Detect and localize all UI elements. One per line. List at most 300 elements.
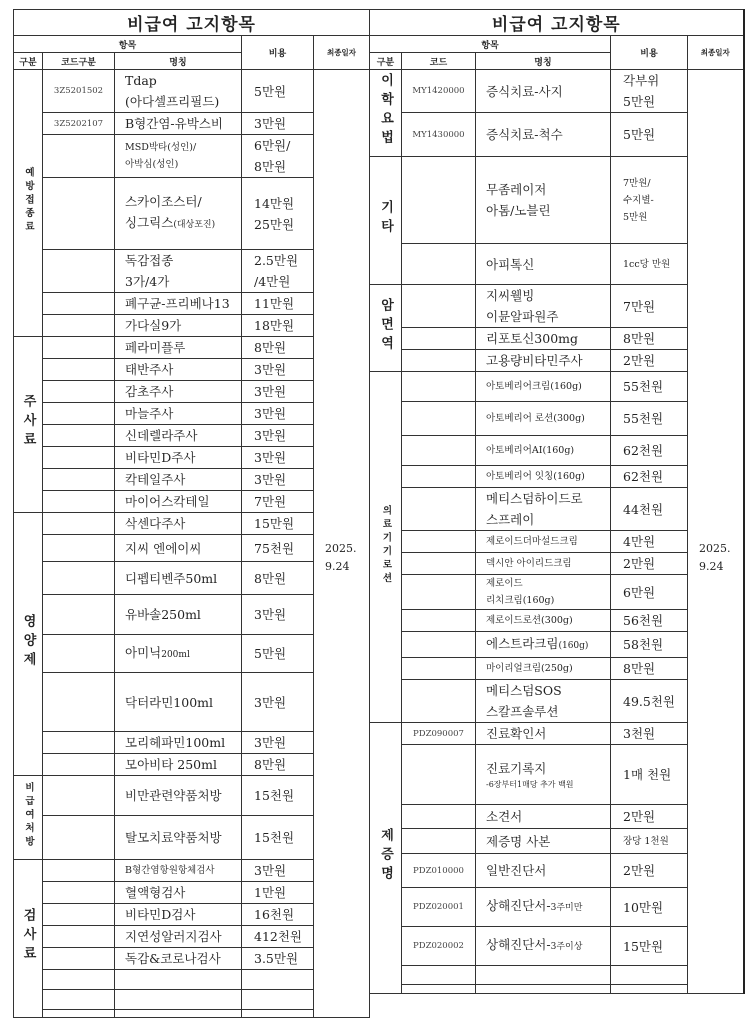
item-name-cell — [115, 673, 242, 732]
group-label-cell — [14, 860, 43, 1018]
item-cost: 10만원 — [611, 888, 688, 927]
item-name: 탈모치료약품처방 — [125, 830, 222, 845]
item-name: 제로이드더마설드크림 — [486, 536, 578, 547]
item-name: 칵테일주사 — [125, 472, 186, 487]
item-name-cell — [476, 157, 611, 244]
table-row — [370, 70, 744, 113]
item-code — [43, 535, 115, 562]
item-code — [402, 466, 476, 488]
right-fee-table — [369, 9, 745, 994]
item-name-cell — [476, 466, 611, 488]
item-name: 상해진단서- — [486, 898, 551, 913]
table-title: 비급여 고지항목 — [14, 10, 370, 36]
item-code — [43, 816, 115, 860]
item-code — [43, 491, 115, 513]
item-name-cell — [115, 1010, 242, 1018]
item-code — [402, 805, 476, 829]
item-cost: 3만원 — [242, 403, 314, 425]
header-date: 최종일자 — [314, 36, 370, 70]
item-name-cell — [115, 135, 242, 178]
table-row — [370, 927, 744, 966]
item-code — [402, 244, 476, 285]
item-code — [402, 553, 476, 575]
item-code — [43, 860, 115, 882]
header-name: 명칭 — [476, 53, 611, 70]
item-code — [402, 985, 476, 994]
item-code — [43, 948, 115, 970]
item-name: 모리헤파민100ml — [125, 735, 226, 750]
item-name-cell — [115, 469, 242, 491]
item-cost: 3만원 — [242, 447, 314, 469]
item-cost: 2만원 — [611, 805, 688, 829]
item-name-cell — [476, 285, 611, 328]
item-cost: 3만원 — [242, 113, 314, 135]
item-name-note: (160g) — [558, 640, 589, 651]
item-cost: 6만원/ 8만원 — [242, 135, 314, 178]
item-code — [402, 328, 476, 350]
item-cost — [242, 1010, 314, 1018]
item-name: 아미닉 — [125, 644, 162, 660]
item-name-cell — [476, 113, 611, 157]
item-cost: 412천원 — [242, 926, 314, 948]
item-name: 혈액형검사 — [125, 885, 186, 900]
item-name: 상해진단서- — [486, 937, 551, 952]
item-name-cell — [115, 904, 242, 926]
header-item: 항목 — [14, 36, 242, 53]
item-code — [43, 970, 115, 990]
item-code: PDZ090007 — [402, 723, 476, 745]
item-cost: 3만원 — [242, 860, 314, 882]
item-name: 독감접종 3가/4가 — [125, 253, 174, 289]
item-name: 모아비타 250ml — [125, 757, 217, 772]
item-cost: 3천원 — [611, 723, 688, 745]
item-code — [402, 658, 476, 680]
item-code — [402, 829, 476, 854]
table-title: 비급여 고지항목 — [370, 10, 744, 36]
item-name-cell — [115, 425, 242, 447]
item-cost: 8만원 — [242, 562, 314, 595]
item-cost: 3만원 — [242, 732, 314, 754]
item-name: 리포토신300mg — [486, 331, 579, 346]
header-group: 구분 — [370, 53, 402, 70]
item-name-cell — [476, 854, 611, 888]
item-name: 독감&코로나검사 — [125, 951, 221, 966]
item-name: 증식치료-척수 — [486, 127, 563, 142]
item-cost: 3만원 — [242, 595, 314, 635]
table-row — [370, 985, 744, 994]
item-cost: 15천원 — [242, 776, 314, 816]
item-name-cell — [115, 535, 242, 562]
item-name: 무좀레이저 아톰/노블린 — [486, 182, 551, 218]
item-code — [43, 403, 115, 425]
item-code — [43, 595, 115, 635]
header-cost: 비용 — [611, 36, 688, 70]
table-row — [370, 436, 744, 466]
item-name-cell — [476, 829, 611, 854]
item-name-cell — [115, 250, 242, 293]
item-code — [43, 469, 115, 491]
item-name-cell — [476, 745, 611, 805]
item-cost: 49.5천원 — [611, 680, 688, 723]
group-label-cell — [14, 337, 43, 513]
item-name: 신데렐라주사 — [125, 428, 198, 443]
item-code — [43, 135, 115, 178]
table-row — [370, 372, 744, 402]
table-row — [370, 610, 744, 632]
item-name-cell — [115, 359, 242, 381]
group-label-cell — [370, 157, 402, 285]
item-code: PDZ020001 — [402, 888, 476, 927]
item-name-cell — [115, 491, 242, 513]
item-name: 진료기록지 — [486, 761, 547, 776]
table-row — [370, 402, 744, 436]
item-code — [43, 754, 115, 776]
item-code — [402, 488, 476, 531]
item-cost: 5만원 — [242, 70, 314, 113]
item-name-cell — [115, 315, 242, 337]
last-updated-cell — [688, 70, 744, 994]
item-cost: 6만원 — [611, 575, 688, 610]
item-cost — [242, 970, 314, 990]
item-name-cell — [115, 882, 242, 904]
item-code — [402, 680, 476, 723]
item-cost: 15만원 — [242, 513, 314, 535]
group-label-cell — [14, 776, 43, 860]
table-row — [370, 805, 744, 829]
item-name: 아토베리어AI(160g) — [486, 445, 575, 456]
group-label: 영양제 — [20, 613, 36, 671]
item-name-cell — [476, 658, 611, 680]
item-cost: 3만원 — [242, 381, 314, 403]
table-row — [370, 966, 744, 985]
item-code — [43, 926, 115, 948]
item-name-cell — [115, 113, 242, 135]
item-cost — [611, 985, 688, 994]
item-name: 제로이드로션(300g) — [486, 615, 573, 626]
item-name-cell — [476, 531, 611, 553]
item-cost: 75천원 — [242, 535, 314, 562]
item-code — [43, 381, 115, 403]
item-code — [402, 966, 476, 985]
table-row — [370, 531, 744, 553]
item-code — [402, 402, 476, 436]
item-code — [43, 337, 115, 359]
item-name: 페라미플루 — [125, 340, 186, 355]
item-name-cell — [115, 403, 242, 425]
item-cost: 7만원/ 수지별- 5만원 — [611, 157, 688, 244]
item-code — [402, 575, 476, 610]
item-name: 감초주사 — [125, 384, 174, 399]
last-updated-date: 2025. 9.24 — [325, 542, 357, 573]
item-cost: 8만원 — [242, 337, 314, 359]
group-label-cell — [370, 285, 402, 372]
group-label: 이학요법 — [378, 73, 393, 149]
title-row — [370, 10, 744, 36]
item-name: 아토베리어 잇칭(160g) — [486, 471, 585, 482]
item-cost: 5만원 — [611, 113, 688, 157]
item-name-note: 3주이상 — [550, 942, 583, 952]
item-cost: 44천원 — [611, 488, 688, 531]
table-row — [370, 829, 744, 854]
table-row — [370, 285, 744, 328]
item-name-cell — [115, 337, 242, 359]
item-cost: 7만원 — [611, 285, 688, 328]
item-cost: 3만원 — [242, 469, 314, 491]
item-name: 소견서 — [486, 809, 523, 824]
item-name: 일반진단서 — [486, 863, 547, 878]
item-name-cell — [476, 328, 611, 350]
item-code — [43, 776, 115, 816]
item-name-cell — [115, 754, 242, 776]
item-name-cell — [115, 70, 242, 113]
item-name-cell — [115, 816, 242, 860]
item-code — [43, 882, 115, 904]
item-name: 비타민D검사 — [125, 907, 196, 922]
item-name-cell — [476, 723, 611, 745]
item-name: 닥터라민100ml — [125, 694, 214, 710]
table-row — [370, 658, 744, 680]
item-name-cell — [115, 970, 242, 990]
item-code — [402, 745, 476, 805]
item-name-cell — [115, 293, 242, 315]
item-code: PDZ010000 — [402, 854, 476, 888]
item-cost: 62천원 — [611, 436, 688, 466]
item-name-note: (대상포진) — [173, 220, 216, 230]
item-name-cell — [476, 488, 611, 531]
group-label-cell — [14, 70, 43, 337]
item-cost: 5만원 — [242, 635, 314, 673]
header-row — [370, 36, 744, 53]
item-name: 덱시안 아이리드크림 — [486, 558, 572, 569]
item-name-cell — [476, 372, 611, 402]
item-cost: 3.5만원 — [242, 948, 314, 970]
item-name-cell — [476, 632, 611, 658]
item-code — [43, 425, 115, 447]
item-name-cell — [115, 732, 242, 754]
item-cost: 16천원 — [242, 904, 314, 926]
item-name-cell — [476, 70, 611, 113]
item-name: 지씨 엔에이씨 — [125, 540, 202, 556]
item-name: 지씨웰빙 이뮨알파원주 — [486, 288, 559, 324]
item-name: 가다실9가 — [125, 318, 182, 333]
item-cost: 1cc당 만원 — [611, 244, 688, 285]
item-cost: 2만원 — [611, 854, 688, 888]
item-name: 스카이조스터/ 싱그릭스 — [125, 194, 202, 230]
item-code — [43, 293, 115, 315]
group-label-cell — [14, 513, 43, 776]
item-name: 증식치료-사지 — [486, 83, 563, 99]
item-cost: 58천원 — [611, 632, 688, 658]
item-cost: 55천원 — [611, 402, 688, 436]
item-name: Tdap (아다셀프리필드) — [125, 73, 220, 109]
item-name: 디펩티벤주50ml — [125, 570, 218, 586]
group-label-cell — [370, 372, 402, 723]
item-name: 메티스덤SOS 스칼프솔루션 — [486, 683, 562, 719]
item-cost: 8만원 — [611, 328, 688, 350]
item-name-cell — [115, 860, 242, 882]
item-name-cell — [476, 575, 611, 610]
item-code — [43, 562, 115, 595]
item-cost: 1매 천원 — [611, 745, 688, 805]
group-label: 제증명 — [378, 827, 393, 885]
item-cost: 2만원 — [611, 553, 688, 575]
item-code — [43, 315, 115, 337]
table-row — [370, 575, 744, 610]
header-code: 코드구분 — [43, 53, 115, 70]
item-code — [402, 436, 476, 466]
item-cost: 62천원 — [611, 466, 688, 488]
group-label-cell — [370, 70, 402, 157]
item-cost: 14만원 25만원 — [242, 178, 314, 250]
header-group: 구분 — [14, 53, 43, 70]
item-code — [402, 632, 476, 658]
item-name-cell — [476, 402, 611, 436]
group-label: 검사료 — [20, 908, 36, 965]
item-cost: 7만원 — [242, 491, 314, 513]
item-name: 아토베리어크림(160g) — [486, 381, 582, 392]
item-name: 고용량비타민주사 — [486, 353, 583, 368]
item-name-cell — [115, 776, 242, 816]
table-row — [370, 854, 744, 888]
item-cost: 3만원 — [242, 359, 314, 381]
item-name-cell — [115, 990, 242, 1010]
table-row — [370, 553, 744, 575]
group-label-cell — [370, 723, 402, 994]
header-code: 코드 — [402, 53, 476, 70]
item-name-cell — [476, 966, 611, 985]
item-cost — [611, 966, 688, 985]
item-name: 에스트라크림 — [486, 635, 559, 651]
item-name: 아피톡신 — [486, 256, 535, 272]
item-cost: 장당 1천원 — [611, 829, 688, 854]
item-name-cell — [115, 447, 242, 469]
item-code — [402, 285, 476, 328]
item-cost: 55천원 — [611, 372, 688, 402]
item-code — [43, 359, 115, 381]
item-code — [43, 1010, 115, 1018]
item-cost: 3만원 — [242, 425, 314, 447]
table-row — [370, 488, 744, 531]
table-row — [370, 745, 744, 805]
item-code — [43, 513, 115, 535]
item-name: 제증명 사본 — [486, 833, 551, 849]
item-code: MY1430000 — [402, 113, 476, 157]
item-name-cell — [476, 927, 611, 966]
group-label: 암면역 — [378, 297, 393, 355]
item-name: B형간염-유박스비 — [125, 116, 223, 131]
item-code — [402, 350, 476, 372]
item-name: 지연성알러지검사 — [125, 929, 222, 944]
table-row — [370, 328, 744, 350]
item-name-cell — [476, 610, 611, 632]
item-cost: 3만원 — [242, 673, 314, 732]
item-cost — [242, 990, 314, 1010]
item-code: 3Z5201502 — [43, 70, 115, 113]
item-name-note: 3주미만 — [550, 903, 583, 913]
item-name: 태반주사 — [125, 362, 174, 377]
item-name: 아토베리어 로션(300g) — [486, 413, 585, 424]
item-cost: 각부위 5만원 — [611, 70, 688, 113]
item-name-cell — [476, 985, 611, 994]
header-item: 항목 — [370, 36, 611, 53]
group-label: 예방접종료 — [23, 167, 34, 235]
item-name-cell — [115, 178, 242, 250]
item-name-cell — [476, 680, 611, 723]
item-name-cell — [476, 553, 611, 575]
group-label: 기타 — [378, 199, 393, 238]
table-row — [14, 70, 370, 113]
item-code — [402, 157, 476, 244]
table-row — [370, 113, 744, 157]
header-row — [14, 36, 370, 53]
item-name-cell — [115, 635, 242, 673]
item-code — [43, 732, 115, 754]
table-row — [370, 723, 744, 745]
header-date: 최종일자 — [688, 36, 744, 70]
item-name-cell — [115, 381, 242, 403]
item-name-cell — [476, 436, 611, 466]
table-row — [370, 244, 744, 285]
item-name-cell — [476, 244, 611, 285]
group-label: 의료기기로션 — [380, 504, 392, 586]
item-code — [43, 178, 115, 250]
item-name: 폐구균-프리베나13 — [125, 296, 230, 311]
item-name: 제로이드 리치크림(160g) — [486, 578, 555, 606]
item-cost: 11만원 — [242, 293, 314, 315]
item-code — [402, 610, 476, 632]
item-name-subnote: -6장부터1매당 추가 백원 — [486, 780, 574, 789]
item-name-note: 200ml — [161, 649, 190, 660]
table-row — [370, 350, 744, 372]
item-name-cell — [115, 948, 242, 970]
item-code: MY1420000 — [402, 70, 476, 113]
item-cost: 2만원 — [611, 350, 688, 372]
item-code — [402, 531, 476, 553]
item-name: 메티스덤하이드로 스프레이 — [486, 491, 583, 527]
item-name: 비만관련약품처방 — [125, 788, 222, 803]
item-cost: 15천원 — [242, 816, 314, 860]
header-cost: 비용 — [242, 36, 314, 70]
item-cost: 4만원 — [611, 531, 688, 553]
item-code — [43, 447, 115, 469]
table-row — [370, 466, 744, 488]
table-row — [370, 157, 744, 244]
table-row — [370, 632, 744, 658]
title-row — [14, 10, 370, 36]
item-code — [43, 250, 115, 293]
item-code: PDZ020002 — [402, 927, 476, 966]
item-name: 마이어스칵테일 — [125, 494, 210, 509]
item-cost: 15만원 — [611, 927, 688, 966]
group-label: 주사료 — [20, 394, 36, 451]
item-name: 마이리얼크림(250g) — [486, 663, 573, 674]
item-cost: 18만원 — [242, 315, 314, 337]
item-code — [43, 635, 115, 673]
item-name: 비타민D주사 — [125, 450, 196, 465]
item-name: 유바솔250ml — [125, 607, 201, 622]
header-name: 명칭 — [115, 53, 242, 70]
table-row — [370, 888, 744, 927]
item-code — [43, 673, 115, 732]
item-name: 마늘주사 — [125, 406, 174, 421]
item-cost: 2.5만원 /4만원 — [242, 250, 314, 293]
item-code — [43, 990, 115, 1010]
item-cost: 8만원 — [611, 658, 688, 680]
item-code — [402, 372, 476, 402]
item-name-cell — [476, 888, 611, 927]
item-name-cell — [115, 926, 242, 948]
item-name-cell — [115, 562, 242, 595]
